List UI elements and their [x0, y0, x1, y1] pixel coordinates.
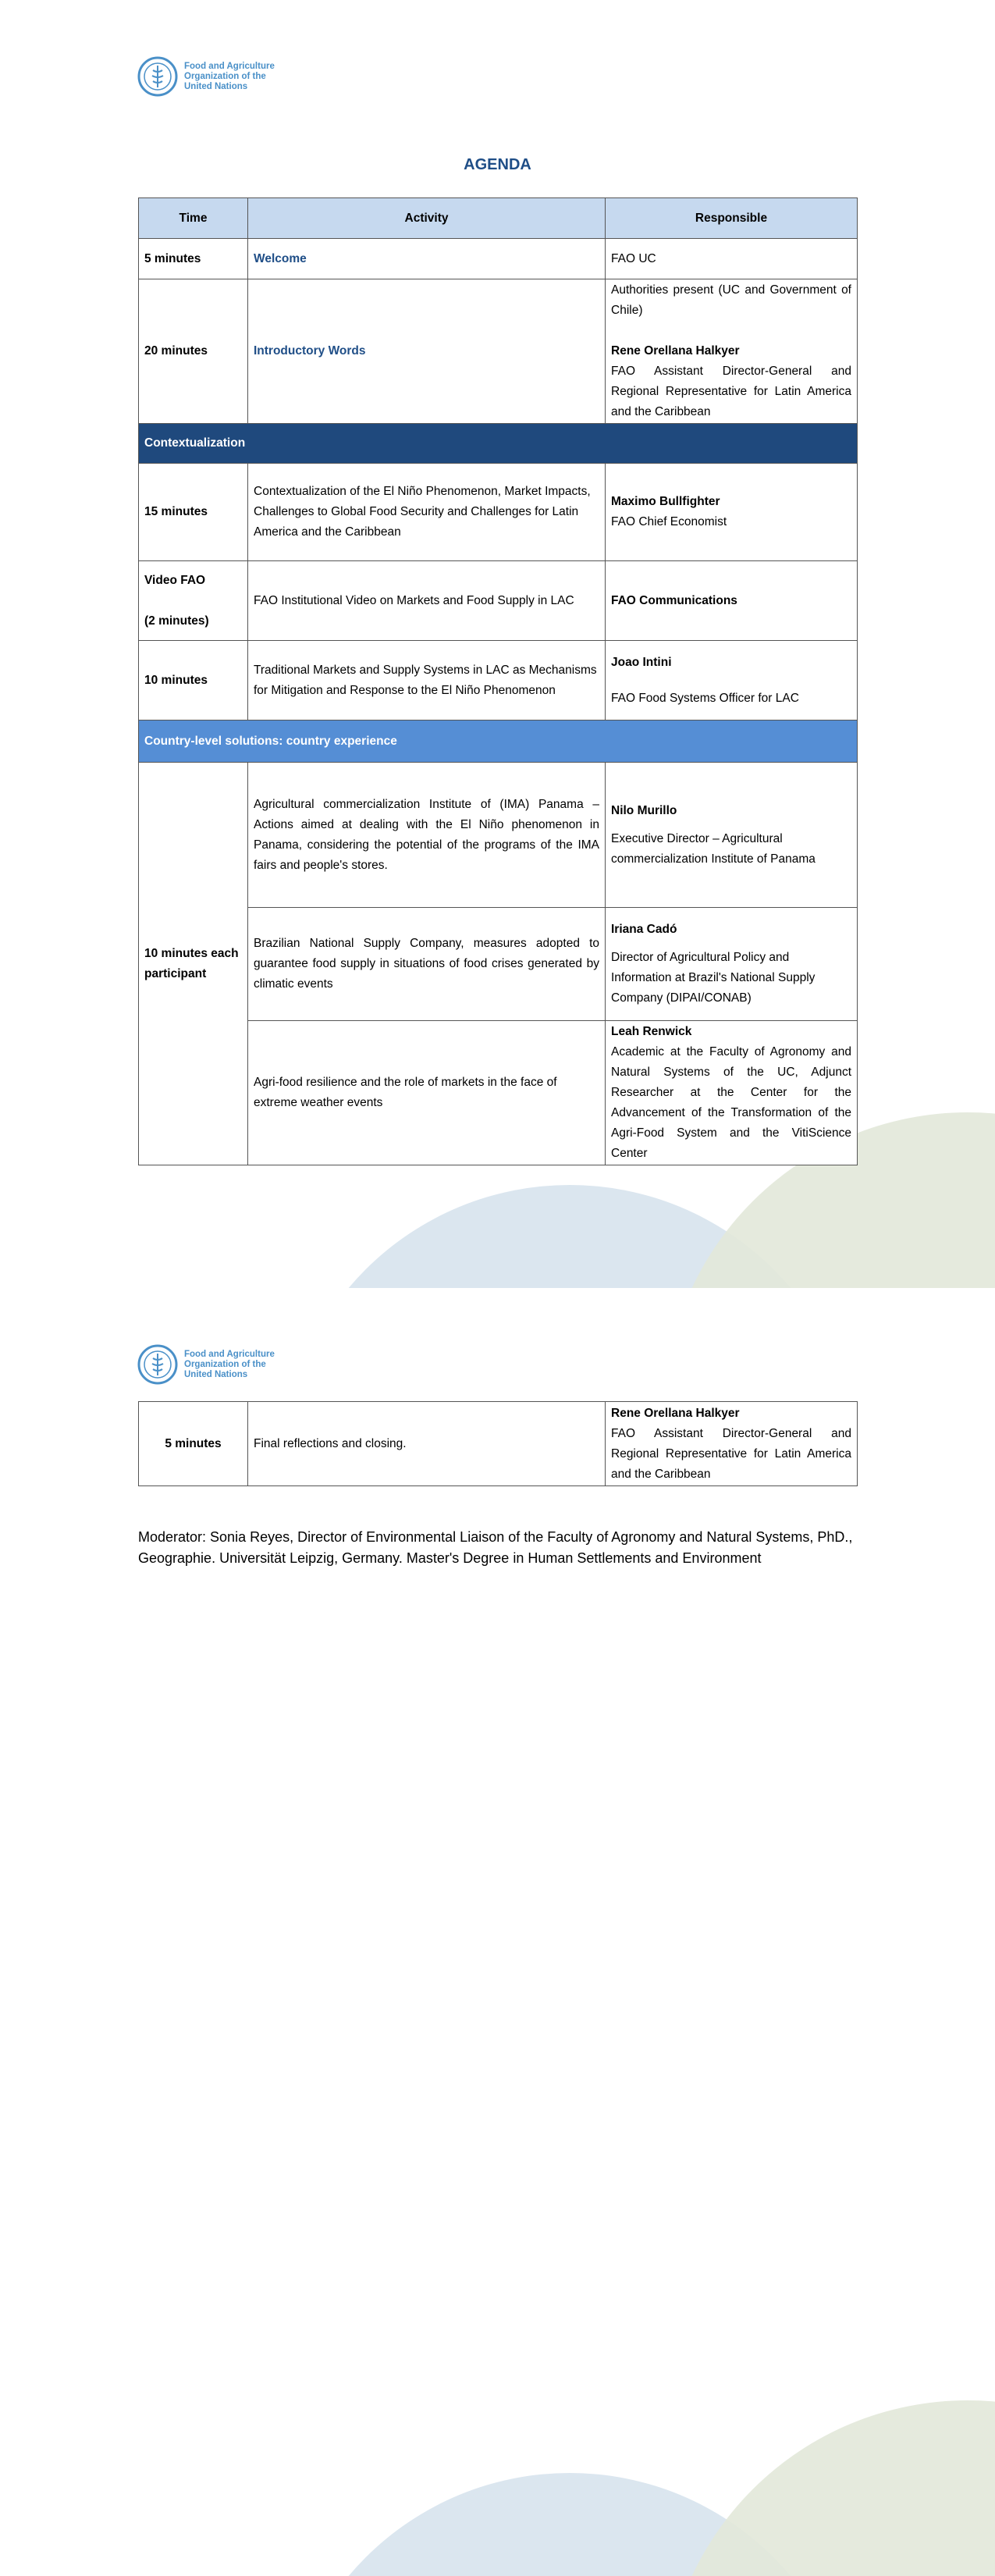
- organization-name: [184, 1350, 275, 1380]
- responsible-cell: [606, 1021, 858, 1165]
- org-line-2: Organization of the: [184, 1359, 266, 1369]
- activity-cell: Traditional Markets and Supply Systems in LAC as Mechanisms for Mitigation and Response to the El Niño Phenomenon: [248, 641, 606, 720]
- time-label: Video FAO: [144, 573, 206, 587]
- table-row: [139, 561, 858, 641]
- agenda-table: [138, 197, 858, 1165]
- fao-logo: [137, 55, 293, 98]
- activity-cell: FAO Institutional Video on Markets and Food Supply in LAC: [248, 561, 606, 641]
- organization-name: [184, 62, 275, 92]
- org-line-2: Organization of the: [184, 71, 266, 81]
- activity-cell: Agri-food resilience and the role of markets in the face of extreme weather events: [248, 1021, 606, 1165]
- responsible-name: Joao Intini: [611, 655, 672, 669]
- activity-cell: Agricultural commercialization Institute of (IMA) Panama – Actions aimed at dealing with the El Niño phenomenon in Panama, considering the potential of the programs of the IMA fairs and people's stores.: [248, 763, 606, 908]
- table-row: [139, 464, 858, 561]
- activity-cell: Final reflections and closing.: [248, 1402, 606, 1486]
- section-label: Country-level solutions: country experience: [139, 720, 858, 763]
- column-header-time: Time: [139, 198, 248, 239]
- responsible-cell: [606, 908, 858, 1021]
- responsible-role: Executive Director – Agricultural commercialization Institute of Panama: [611, 831, 816, 866]
- responsible-authorities: Authorities present (UC and Government of Chile): [611, 283, 851, 317]
- fao-emblem-icon: [137, 1344, 178, 1385]
- responsible-cell: [606, 279, 858, 424]
- agenda-table-continued: [138, 1401, 858, 1486]
- time-duration: (2 minutes): [144, 614, 209, 628]
- time-cell: 10 minutes: [139, 641, 248, 720]
- responsible-cell: [606, 1402, 858, 1486]
- time-cell: 15 minutes: [139, 464, 248, 561]
- responsible-name: Maximo Bullfighter: [611, 495, 720, 508]
- table-row: [139, 641, 858, 720]
- time-cell: [139, 561, 248, 641]
- time-cell: 10 minutes each participant: [139, 763, 248, 1165]
- page-2: [0, 1288, 995, 2576]
- org-line-1: Food and Agriculture: [184, 61, 275, 71]
- responsible-role: FAO Food Systems Officer for LAC: [611, 691, 799, 705]
- table-row: [139, 763, 858, 908]
- time-cell: 5 minutes: [139, 239, 248, 279]
- responsible-cell: [606, 641, 858, 720]
- org-line-3: United Nations: [184, 1369, 248, 1379]
- column-header-responsible: Responsible: [606, 198, 858, 239]
- time-cell: 20 minutes: [139, 279, 248, 424]
- responsible-role: FAO Assistant Director-General and Regional Representative for Latin America and the Caribbean: [611, 1426, 851, 1481]
- responsible-cell: FAO Communications: [606, 561, 858, 641]
- org-line-3: United Nations: [184, 81, 248, 91]
- fao-emblem-icon: [137, 56, 178, 97]
- org-line-1: Food and Agriculture: [184, 1349, 275, 1359]
- moderator-note: Moderator: Sonia Reyes, Director of Environmental Liaison of the Faculty of Agronomy and Natural Systems, PhD., Geographie. Universität Leipzig, Germany. Master's Degree in Human Settlements and Environment: [138, 1529, 853, 1566]
- decorative-green-circle: [663, 2400, 995, 2576]
- column-header-activity: Activity: [248, 198, 606, 239]
- responsible-name: Nilo Murillo: [611, 803, 677, 817]
- fao-logo: [137, 1343, 293, 1386]
- responsible-role: FAO Assistant Director-General and Regional Representative for Latin America and the Caribbean: [611, 365, 851, 418]
- responsible-cell: [606, 464, 858, 561]
- activity-cell: Introductory Words: [248, 279, 606, 424]
- responsible-name: Iriana Cadó: [611, 923, 677, 936]
- table-header-row: [139, 198, 858, 239]
- section-row-contextualization: [139, 424, 858, 464]
- responsible-cell: FAO UC: [606, 239, 858, 279]
- table-row: [139, 1402, 858, 1486]
- responsible-role: Director of Agricultural Policy and Information at Brazil's National Supply Company (DIPAI/CONAB): [611, 951, 816, 1005]
- section-label: Contextualization: [139, 424, 858, 464]
- time-cell: 5 minutes: [139, 1402, 248, 1486]
- responsible-role: Academic at the Faculty of Agronomy and Natural Systems of the UC, Adjunct Researcher at the Center for the Advancement of the Transformation of the Agri-Food System and the VitiScience Center: [611, 1045, 851, 1160]
- activity-cell: Contextualization of the El Niño Phenomenon, Market Impacts, Challenges to Global Food Security and Challenges for Latin America and the Caribbean: [248, 464, 606, 561]
- table-row: [139, 239, 858, 279]
- section-row-country-solutions: [139, 720, 858, 763]
- responsible-role: FAO Chief Economist: [611, 515, 727, 528]
- table-row: [139, 279, 858, 424]
- activity-cell: Welcome: [248, 239, 606, 279]
- agenda-title: AGENDA: [464, 156, 531, 173]
- responsible-cell: [606, 763, 858, 908]
- activity-cell: Brazilian National Supply Company, measures adopted to guarantee food supply in situations of food crises generated by climatic events: [248, 908, 606, 1021]
- responsible-name: Rene Orellana Halkyer: [611, 344, 740, 358]
- responsible-name: Leah Renwick: [611, 1025, 692, 1038]
- responsible-name: Rene Orellana Halkyer: [611, 1406, 740, 1420]
